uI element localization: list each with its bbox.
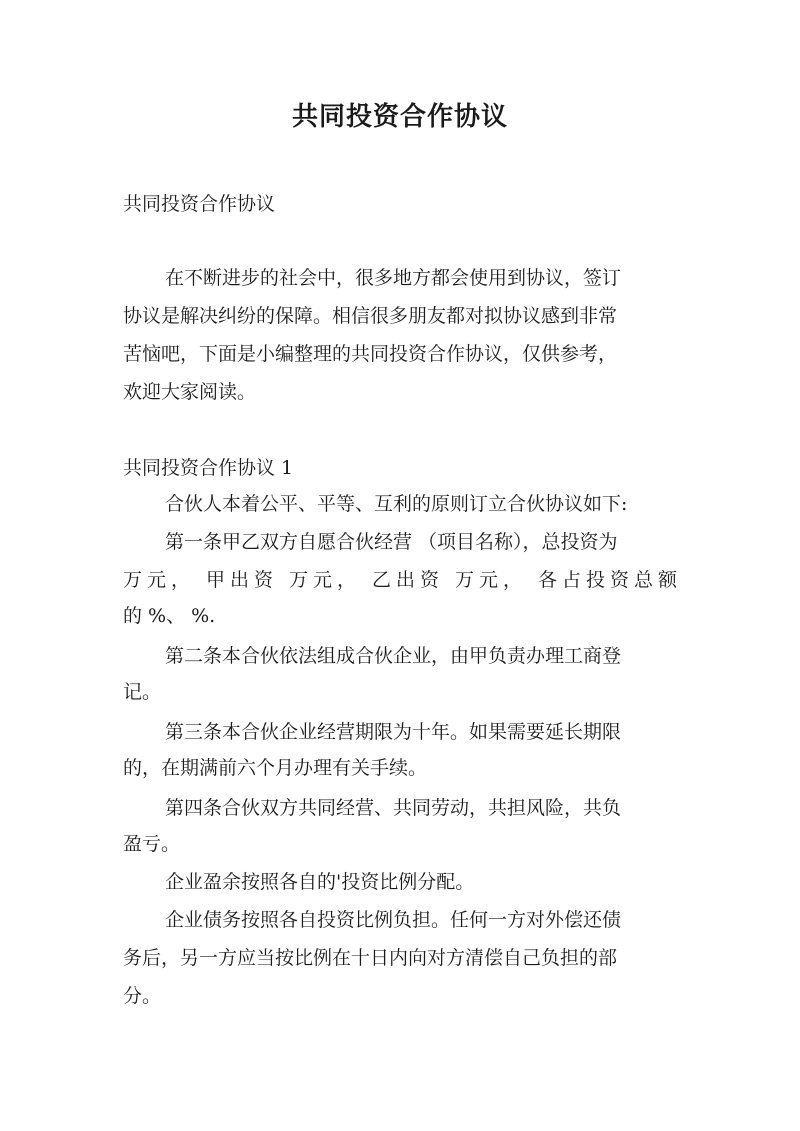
intro-line: 协议是解决纠纷的保障。相信很多朋友都对拟协议感到非常 bbox=[123, 305, 618, 327]
body-line: 务后，另一方应当按比例在十日内向对方清偿自己负担的部 bbox=[123, 947, 618, 969]
document-subtitle: 共同投资合作协议 bbox=[123, 193, 276, 215]
body-line: 合伙人本着公平、平等、互利的原则订立合伙协议如下: bbox=[165, 493, 628, 515]
body-line: 第四条合伙双方共同经营、共同劳动，共担风险，共负 bbox=[165, 797, 622, 819]
intro-line: 在不断进步的社会中，很多地方都会使用到协议，签订 bbox=[165, 267, 622, 289]
document-title: 共同投资合作协议 bbox=[291, 102, 508, 132]
body-line: 企业盈余按照各自的'投资比例分配。 bbox=[165, 871, 475, 893]
body-line: 第二条本合伙依法组成合伙企业，由甲负责办理工商登 bbox=[165, 645, 622, 667]
body-line: 万元， 甲出资 万元， 乙出资 万元， 各占投资总额 bbox=[123, 569, 677, 591]
body-line: 记。 bbox=[123, 681, 162, 703]
body-line: 的 %、 %. bbox=[123, 605, 216, 627]
body-line: 第三条本合伙企业经营期限为十年。如果需要延长期限 bbox=[165, 721, 622, 743]
section-heading: 共同投资合作协议 1 bbox=[123, 457, 294, 479]
body-line: 企业债务按照各自投资比例负担。任何一方对外偿还债 bbox=[165, 909, 622, 931]
body-line: 分。 bbox=[123, 985, 162, 1007]
intro-line: 欢迎大家阅读。 bbox=[123, 381, 257, 403]
intro-line: 苦恼吧，下面是小编整理的共同投资合作协议，仅供参考， bbox=[123, 343, 618, 365]
body-line: 盈亏。 bbox=[123, 833, 181, 855]
body-line: 第一条甲乙双方自愿合伙经营 （项目名称），总投资为 bbox=[165, 531, 618, 553]
body-line: 的，在期满前六个月办理有关手续。 bbox=[123, 757, 428, 779]
